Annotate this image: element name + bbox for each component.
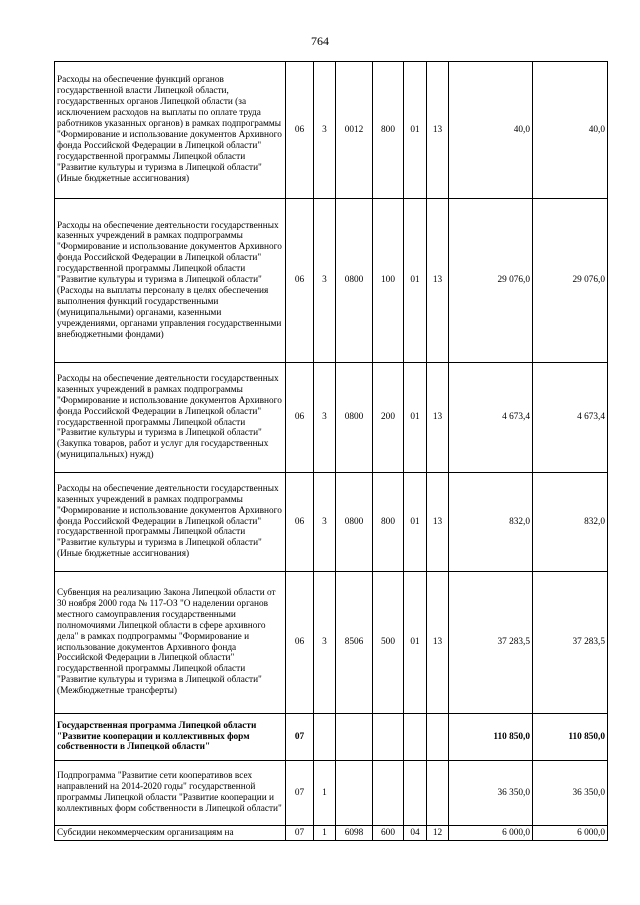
row-description: Расходы на обеспечение деятельности государственных казенных учреждений в рамках подпрограммы "Формирование и использование документов Архивного фонда Российской Федерации в Липецкой области" государственной программы Липецкой области "Развитие культуры и туризма в Липецкой области" (Иные бюджетные ассигнования) xyxy=(55,473,286,572)
expense-type-code: 800 xyxy=(373,473,404,572)
amount-2: 832,0 xyxy=(533,473,608,572)
section-code: 01 xyxy=(404,572,427,714)
direction-code: 8506 xyxy=(336,572,373,714)
row-description: Субсидии некоммерческим организациям на xyxy=(55,826,286,841)
table-row xyxy=(55,473,608,572)
amount-2: 4 673,4 xyxy=(533,363,608,473)
expense-type-code: 800 xyxy=(373,62,404,199)
budget-table xyxy=(54,61,608,841)
direction-code: 0012 xyxy=(336,62,373,199)
row-description: Подпрограмма "Развитие сети кооперативов всех направлений на 2014-2020 годы" государственной программы Липецкой области "Развитие кооперации и коллективных форм собственности в Липецкой области" xyxy=(55,761,286,826)
subprogram-code: 3 xyxy=(314,363,336,473)
row-description: Расходы на обеспечение функций органов государственной власти Липецкой области, государственных органов Липецкой области (за исключением расходов на выплаты по оплате труда работников указанных органов) в рамках подпрограммы "Формирование и использование документов Архивного фонда Российской Федерации в Липецкой области" государственной программы Липецкой области "Развитие культуры и туризма в Липецкой области" (Иные бюджетные ассигнования) xyxy=(55,62,286,199)
direction-code xyxy=(336,714,373,761)
section-code xyxy=(404,761,427,826)
program-code: 07 xyxy=(286,826,314,841)
amount-2: 40,0 xyxy=(533,62,608,199)
subsection-code: 13 xyxy=(427,363,449,473)
amount-1: 4 673,4 xyxy=(449,363,533,473)
direction-code: 0800 xyxy=(336,363,373,473)
direction-code xyxy=(336,761,373,826)
subprogram-code: 1 xyxy=(314,761,336,826)
section-code: 04 xyxy=(404,826,427,841)
table-row xyxy=(55,572,608,714)
row-description: Государственная программа Липецкой области "Развитие кооперации и коллективных форм собственности в Липецкой области" xyxy=(55,714,286,761)
expense-type-code: 100 xyxy=(373,199,404,363)
amount-1: 110 850,0 xyxy=(449,714,533,761)
subsection-code: 13 xyxy=(427,199,449,363)
program-code: 07 xyxy=(286,761,314,826)
program-code: 06 xyxy=(286,62,314,199)
section-code: 01 xyxy=(404,473,427,572)
expense-type-code: 200 xyxy=(373,363,404,473)
program-code: 06 xyxy=(286,473,314,572)
program-code: 06 xyxy=(286,199,314,363)
table-row xyxy=(55,826,608,841)
amount-2: 36 350,0 xyxy=(533,761,608,826)
table-row xyxy=(55,761,608,826)
amount-2: 110 850,0 xyxy=(533,714,608,761)
table-row xyxy=(55,363,608,473)
program-code: 06 xyxy=(286,363,314,473)
program-code: 07 xyxy=(286,714,314,761)
section-code: 01 xyxy=(404,363,427,473)
section-code: 01 xyxy=(404,199,427,363)
direction-code: 0800 xyxy=(336,473,373,572)
subprogram-code: 3 xyxy=(314,199,336,363)
amount-2: 6 000,0 xyxy=(533,826,608,841)
expense-type-code xyxy=(373,761,404,826)
row-description: Субвенция на реализацию Закона Липецкой области от 30 ноября 2000 года № 117-ОЗ "О наделении органов местного самоуправления государственными полномочиями Липецкой области в сфере архивного дела" в рамках подпрограммы "Формирование и использование документов Архивного фонда Российской Федерации в Липецкой области" государственной программы Липецкой области "Развитие культуры и туризма в Липецкой области" (Межбюджетные трансферты) xyxy=(55,572,286,714)
amount-1: 832,0 xyxy=(449,473,533,572)
expense-type-code xyxy=(373,714,404,761)
expense-type-code: 600 xyxy=(373,826,404,841)
subprogram-code: 3 xyxy=(314,572,336,714)
expense-type-code: 500 xyxy=(373,572,404,714)
amount-1: 40,0 xyxy=(449,62,533,199)
subsection-code: 12 xyxy=(427,826,449,841)
direction-code: 6098 xyxy=(336,826,373,841)
subprogram-code: 3 xyxy=(314,62,336,199)
amount-1: 6 000,0 xyxy=(449,826,533,841)
subprogram-code xyxy=(314,714,336,761)
row-description: Расходы на обеспечение деятельности государственных казенных учреждений в рамках подпрограммы "Формирование и использование документов Архивного фонда Российской Федерации в Липецкой области" государственной программы Липецкой области "Развитие культуры и туризма в Липецкой области" (Расходы на выплаты персоналу в целях обеспечения выполнения функций государственными (муниципальными) органами, казенными учреждениями, органами управления государственными внебюджетными фондами) xyxy=(55,199,286,363)
section-code: 01 xyxy=(404,62,427,199)
program-code: 06 xyxy=(286,572,314,714)
page-number: 764 xyxy=(311,34,329,48)
subprogram-code: 1 xyxy=(314,826,336,841)
subsection-code: 13 xyxy=(427,572,449,714)
table-row xyxy=(55,714,608,761)
row-description: Расходы на обеспечение деятельности государственных казенных учреждений в рамках подпрограммы "Формирование и использование документов Архивного фонда Российской Федерации в Липецкой области" государственной программы Липецкой области "Развитие культуры и туризма в Липецкой области" (Закупка товаров, работ и услуг для государственных (муниципальных) нужд) xyxy=(55,363,286,473)
amount-2: 37 283,5 xyxy=(533,572,608,714)
subsection-code: 13 xyxy=(427,473,449,572)
subprogram-code: 3 xyxy=(314,473,336,572)
section-code xyxy=(404,714,427,761)
table-row xyxy=(55,199,608,363)
amount-1: 29 076,0 xyxy=(449,199,533,363)
table-row xyxy=(55,62,608,199)
amount-2: 29 076,0 xyxy=(533,199,608,363)
subsection-code xyxy=(427,761,449,826)
direction-code: 0800 xyxy=(336,199,373,363)
amount-1: 36 350,0 xyxy=(449,761,533,826)
subsection-code xyxy=(427,714,449,761)
subsection-code: 13 xyxy=(427,62,449,199)
amount-1: 37 283,5 xyxy=(449,572,533,714)
